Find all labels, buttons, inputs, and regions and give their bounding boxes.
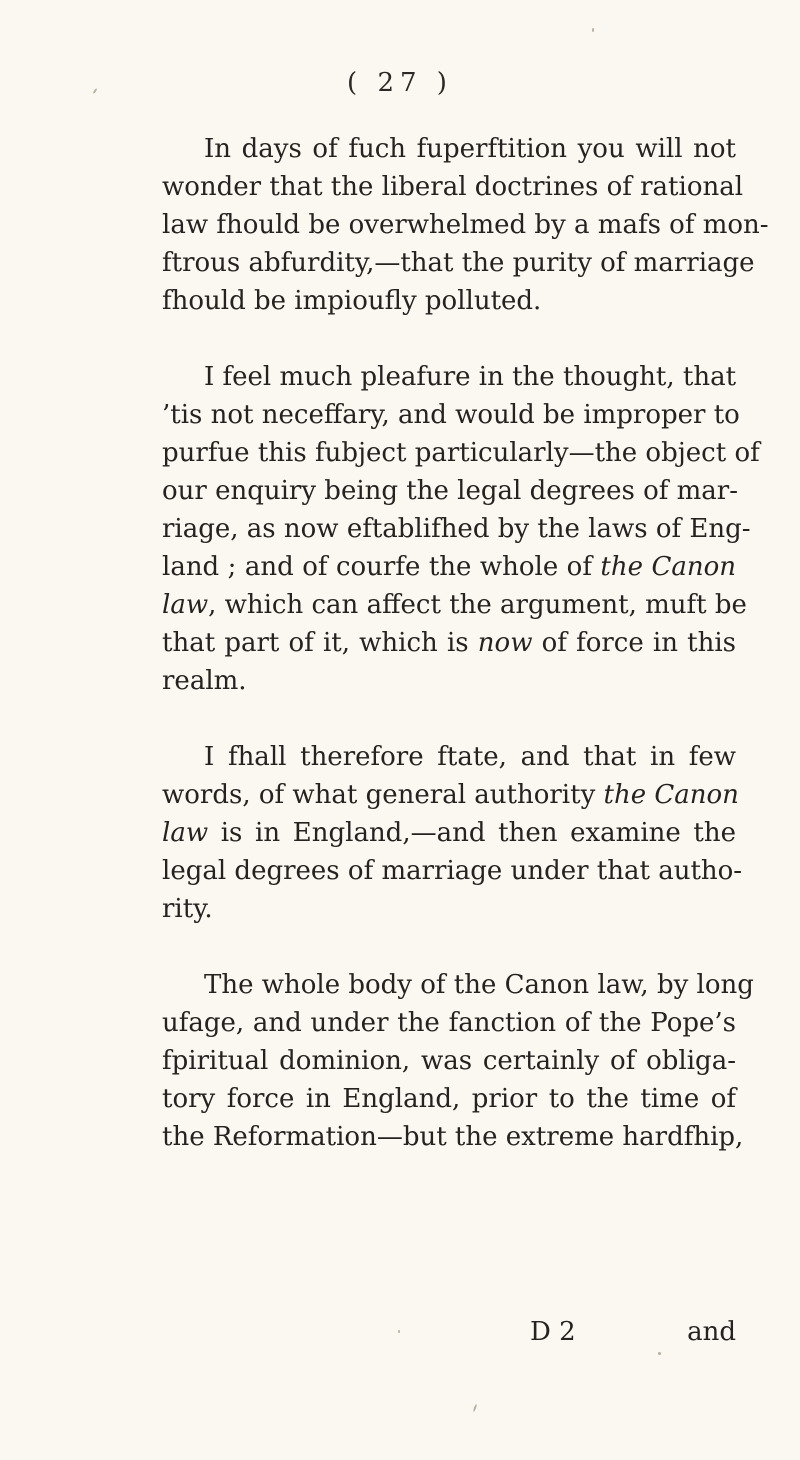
- text-line: tory force in England, prior to the time of: [162, 1084, 736, 1114]
- signature-mark: D 2: [530, 1317, 576, 1347]
- text-line: rity.: [162, 894, 213, 924]
- text-line: law is in England,—and then examine the: [162, 818, 736, 848]
- text-line: law, which can affect the argument, muft be: [162, 590, 747, 620]
- text-line: realm.: [162, 666, 247, 696]
- text-line: that part of it, which is now of force in this: [162, 628, 736, 658]
- paragraph-4: [162, 966, 754, 1156]
- text-line: fhould be impioufly polluted.: [162, 286, 542, 316]
- text-line: fpiritual dominion, was certainly of obliga-: [162, 1046, 736, 1076]
- paper-speck: [398, 1330, 400, 1333]
- catchword: and: [687, 1317, 736, 1347]
- text-line: the Reformation—but the extreme hardfhip,: [162, 1122, 744, 1152]
- text-line: our enquiry being the legal degrees of mar-: [162, 476, 738, 506]
- text-line: The whole body of the Canon law, by long: [204, 970, 754, 1000]
- text-line: I fhall therefore ftate, and that in few: [204, 742, 736, 772]
- body-text: [162, 130, 769, 1156]
- paragraph-1: [162, 130, 769, 320]
- text-line: legal degrees of marriage under that autho-: [162, 856, 743, 886]
- page-footer: [162, 1313, 736, 1351]
- text-line: In days of fuch fuperftition you will not: [204, 134, 736, 164]
- text-line: ufage, and under the fanction of the Pope’s: [162, 1008, 736, 1038]
- text-line: ftrous abfurdity,—that the purity of marriage: [162, 248, 755, 278]
- text-line: land ; and of courfe the whole of the Canon: [162, 552, 736, 582]
- page-number: ( 27 ): [347, 68, 453, 98]
- text-line: wonder that the liberal doctrines of rational: [162, 172, 744, 202]
- text-line: I feel much pleafure in the thought, that: [204, 362, 737, 392]
- text-line: purfue this fubject particularly—the object of: [162, 438, 760, 468]
- paper-speck: [658, 1352, 661, 1355]
- paragraph-2: [162, 358, 760, 700]
- text-line: words, of what general authority the Canon: [162, 780, 739, 810]
- paper-speck: [473, 1404, 478, 1412]
- text-line: law fhould be overwhelmed by a mafs of mon-: [162, 210, 769, 240]
- text-line: riage, as now eftablifhed by the laws of Eng-: [162, 514, 751, 544]
- paper-speck: [592, 28, 594, 32]
- paragraph-3: [162, 738, 743, 928]
- text-line: ’tis not neceffary, and would be improper to: [162, 400, 740, 430]
